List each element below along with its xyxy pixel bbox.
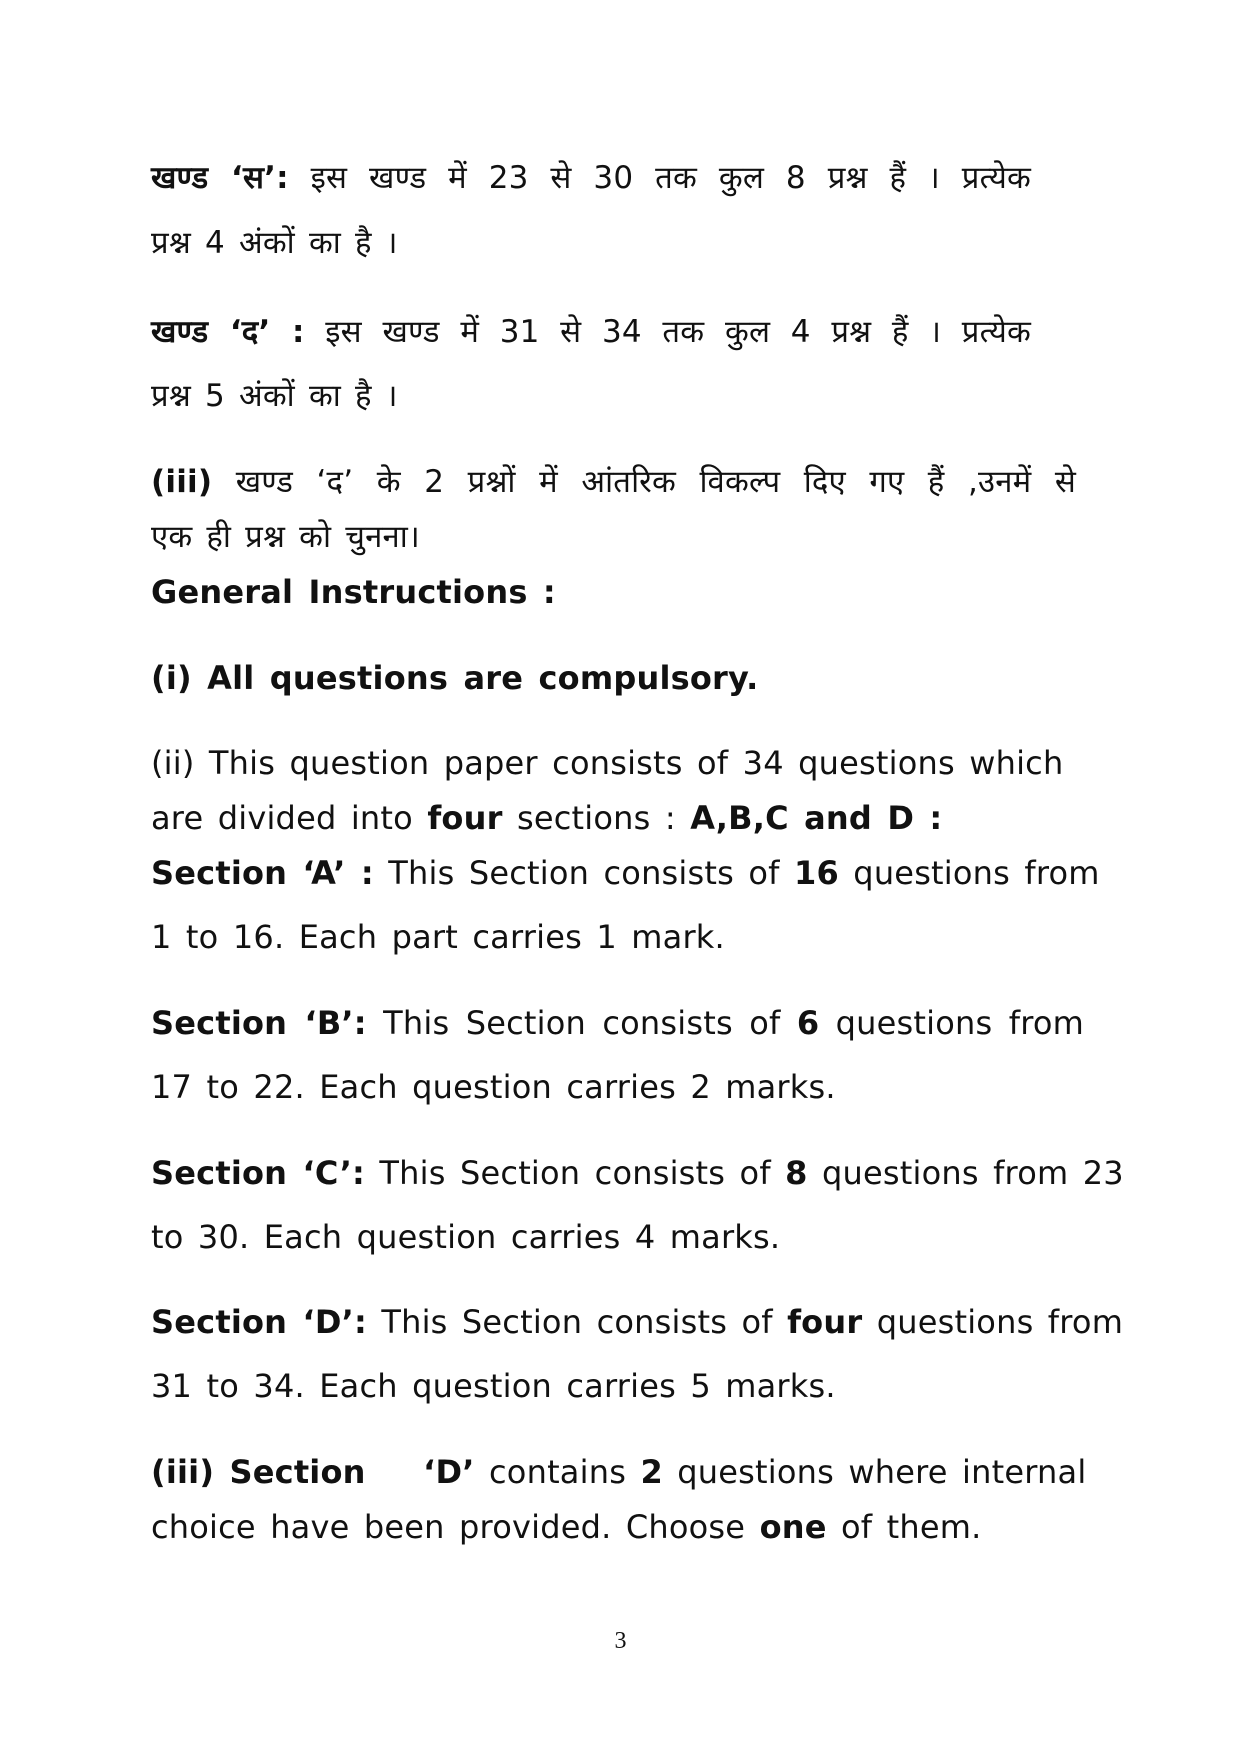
hindi-section-d-label: खण्ड ‘द’ :: [151, 314, 305, 350]
item-3-section-d: ‘D’: [423, 1453, 475, 1491]
hindi-section-d-text: इस खण्ड में 31 से 34 तक कुल 4 प्रश्न हैं । प्रत्येक: [325, 314, 1032, 350]
hindi-section-d-line1: [151, 312, 1031, 352]
item-3-line2-pre: choice have been provided. Choose: [151, 1508, 760, 1546]
hindi-choice-line1: [151, 462, 1076, 502]
hindi-section-c-label: खण्ड ‘स’:: [151, 160, 289, 196]
item-3-label: (iii) Section: [151, 1453, 366, 1491]
section-c-text1: This Section consists of: [365, 1154, 786, 1192]
section-a-count: 16: [794, 854, 839, 892]
item-2-four: four: [427, 799, 503, 837]
section-d-count: four: [787, 1303, 863, 1341]
hindi-section-c-line2: प्रश्न 4 अंकों का है ।: [151, 225, 398, 261]
section-d-text1: This Section consists of: [366, 1303, 788, 1341]
item-3-one: one: [759, 1508, 827, 1546]
item-3-text2: questions where internal: [662, 1453, 1087, 1491]
hindi-choice-line2: एक ही प्रश्न को चुनना।: [151, 519, 420, 555]
section-c-line1: [151, 1153, 1124, 1193]
page-number: 3: [614, 1628, 627, 1654]
section-a-text2: questions from: [838, 854, 1100, 892]
section-a-label: Section ‘A’ :: [151, 854, 374, 892]
item-2-text-mid: sections :: [502, 799, 691, 837]
section-c-count: 8: [785, 1154, 808, 1192]
instruction-item-3-line1: [151, 1452, 1087, 1492]
section-a-line2: 1 to 16. Each part carries 1 mark.: [151, 918, 725, 956]
hindi-section-c-text: इस खण्ड में 23 से 30 तक कुल 8 प्रश्न हैं । प्रत्येक: [310, 160, 1032, 196]
section-b-text1: This Section consists of: [366, 1004, 797, 1042]
section-c-text2: questions from 23: [807, 1154, 1124, 1192]
general-instructions-heading: General Instructions :: [151, 573, 556, 611]
section-d-line2: 31 to 34. Each question carries 5 marks.: [151, 1367, 836, 1405]
item-3-line2-post: of them.: [826, 1508, 982, 1546]
section-c-label: Section ‘C’:: [151, 1154, 366, 1192]
section-d-text2: questions from: [862, 1303, 1124, 1341]
section-b-text2: questions from: [819, 1004, 1085, 1042]
section-b-count: 6: [796, 1004, 820, 1042]
instruction-item-1: (i) All questions are compulsory.: [151, 659, 759, 697]
section-b-label: Section ‘B’:: [151, 1004, 367, 1042]
section-d-line1: [151, 1302, 1124, 1342]
item-3-text1: contains: [474, 1453, 641, 1491]
hindi-choice-text: खण्ड ‘द’ के 2 प्रश्नों में आंतरिक विकल्प दिए गए हैं ,उनमें से: [235, 464, 1076, 500]
section-b-line1: [151, 1003, 1084, 1043]
item-2-text-pre: are divided into: [151, 799, 428, 837]
hindi-section-c-line1: [151, 158, 1031, 198]
instruction-item-2-line1: (ii) This question paper consists of 34 questions which: [151, 744, 1064, 782]
section-a-line1: [151, 853, 1100, 893]
hindi-choice-label: (iii): [151, 464, 213, 500]
item-3-count: 2: [640, 1453, 663, 1491]
instruction-item-2-line2: [151, 798, 1091, 838]
item-2-sections: A,B,C and D :: [690, 799, 943, 837]
section-d-label: Section ‘D’:: [151, 1303, 367, 1341]
section-b-line2: 17 to 22. Each question carries 2 marks.: [151, 1068, 836, 1106]
instruction-item-3-line2: [151, 1507, 1091, 1547]
hindi-section-d-line2: प्रश्न 5 अंकों का है ।: [151, 378, 398, 414]
section-c-line2: to 30. Each question carries 4 marks.: [151, 1218, 781, 1256]
section-a-text1: This Section consists of: [373, 854, 794, 892]
